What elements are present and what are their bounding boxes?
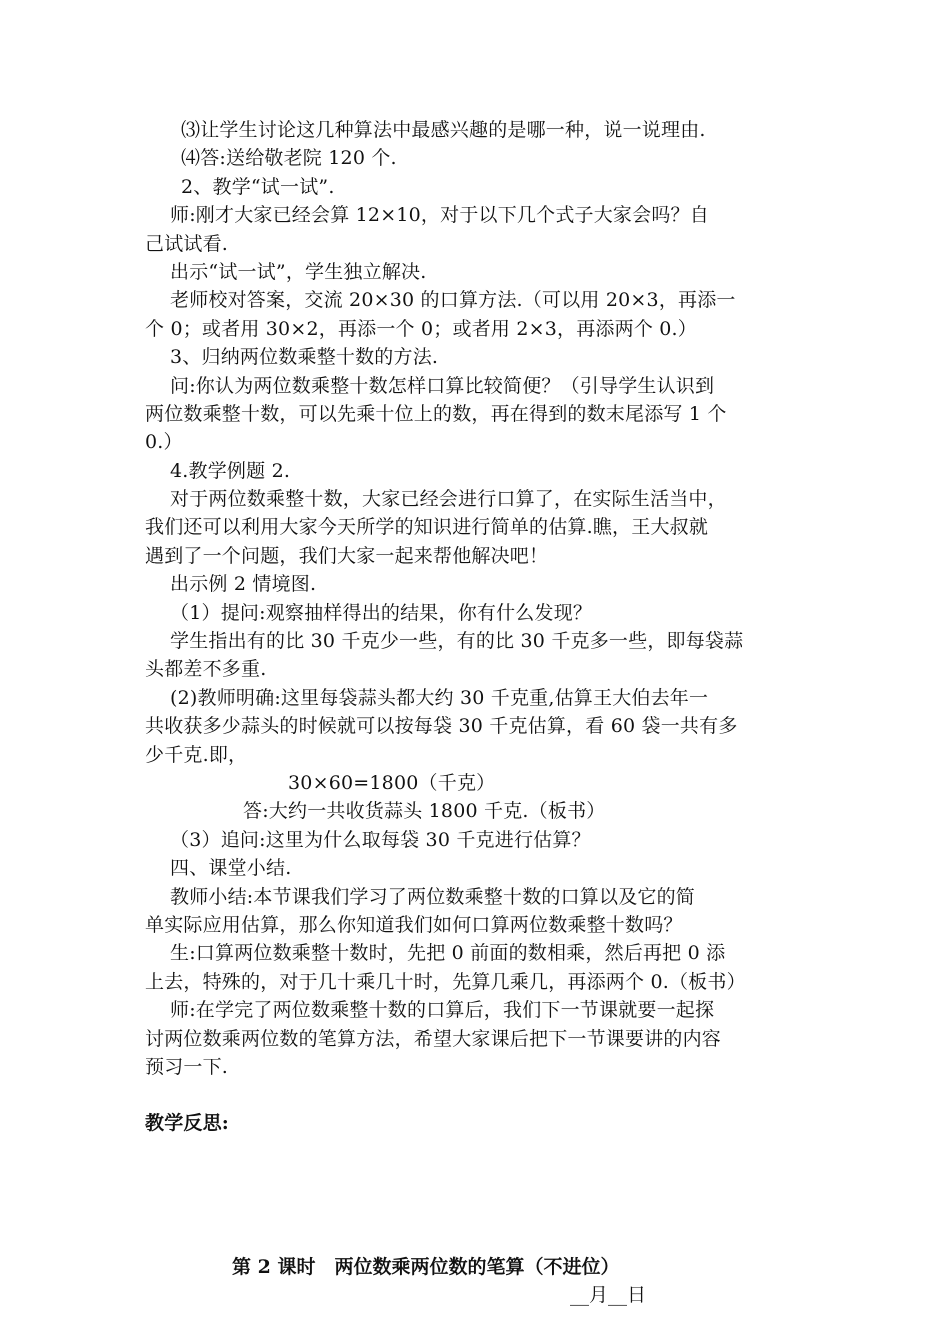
- text-line: ⑷答:送给敬老院 120 个.: [181, 147, 397, 170]
- text-line: 头都差不多重.: [145, 658, 267, 681]
- text-line: 预习一下.: [145, 1055, 229, 1078]
- text-line: 上去，特殊的，对于几十乘几十时，先算几乘几，再添两个 0.（板书）: [145, 970, 746, 993]
- text-line: （3）追问:这里为什么取每袋 30 千克进行估算？: [170, 828, 591, 851]
- text-line: 2、教学“试一试”.: [181, 175, 335, 198]
- formula-line: 30×60=1800（千克）: [288, 771, 496, 794]
- text-line: 老师校对答案，交流 20×30 的口算方法.（可以用 20×3，再添一: [170, 289, 736, 312]
- text-line: 出示“试一试”，学生独立解决.: [170, 260, 427, 283]
- section-heading: 四、课堂小结.: [170, 857, 292, 880]
- text-line: （1）提问:观察抽样得出的结果，你有什么发现？: [170, 601, 593, 624]
- spacer: [145, 1081, 811, 1109]
- text-line: 单实际应用估算，那么你知道我们如何口算两位数乘整十数吗？: [145, 913, 683, 936]
- text-line: 讨两位数乘两位数的笔算方法，希望大家课后把下一节课要讲的内容: [145, 1027, 722, 1050]
- text-line: 教师小结:本节课我们学习了两位数乘整十数的口算以及它的简: [170, 885, 696, 908]
- lesson-title: 第 2 课时 两位数乘两位数的笔算（不进位）: [232, 1255, 620, 1278]
- text-line: 共收获多少蒜头的时候就可以按每袋 30 千克估算，看 60 袋一共有多: [145, 715, 738, 738]
- text-line: 对于两位数乘整十数，大家已经会进行口算了，在实际生活当中，: [170, 488, 727, 511]
- text-line: 学生指出有的比 30 千克少一些，有的比 30 千克多一些，即每袋蒜: [170, 630, 744, 653]
- text-line: 我们还可以利用大家今天所学的知识进行简单的估算.瞧，王大叔就: [145, 516, 709, 539]
- reflection-heading: 教学反思:: [145, 1112, 230, 1135]
- text-line: 少千克.即，: [145, 743, 248, 766]
- text-line: ⑶让学生讨论这几种算法中最感兴趣的是哪一种，说一说理由.: [181, 119, 706, 141]
- document-page: [145, 116, 811, 1309]
- text-line: 师:刚才大家已经会算 12×10，对于以下几个式子大家会吗？自: [170, 204, 709, 227]
- text-line: 个 0；或者用 30×2，再添一个 0；或者用 2×3，再添两个 0.）: [145, 317, 697, 340]
- text-line: 两位数乘整十数，可以先乘十位上的数，再在得到的数末尾添写 1 个: [145, 402, 727, 425]
- text-line: 师:在学完了两位数乘整十数的口算后，我们下一节课就要一起探: [170, 999, 715, 1022]
- text-line: 己试试看.: [145, 232, 229, 255]
- text-line: 生:口算两位数乘整十数时，先把 0 前面的数相乘，然后再把 0 添: [170, 942, 726, 965]
- date-line: __月__日: [570, 1284, 647, 1307]
- text-line: 4.教学例题 2.: [170, 459, 291, 482]
- text-line: 问:你认为两位数乘整十数怎样口算比较简便？（引导学生认识到: [170, 374, 715, 397]
- text-line: 遇到了一个问题，我们大家一起来帮他解决吧！: [145, 544, 549, 567]
- text-line: 0.）: [145, 431, 183, 454]
- text-line: (2)教师明确:这里每袋蒜头都大约 30 千克重,估算王大伯去年一: [170, 686, 709, 709]
- text-line: 3、归纳两位数乘整十数的方法.: [170, 346, 439, 369]
- answer-line: 答:大约一共收货蒜头 1800 千克.（板书）: [243, 800, 606, 823]
- text-line: 出示例 2 情境图.: [170, 573, 317, 596]
- spacer: [145, 1138, 811, 1253]
